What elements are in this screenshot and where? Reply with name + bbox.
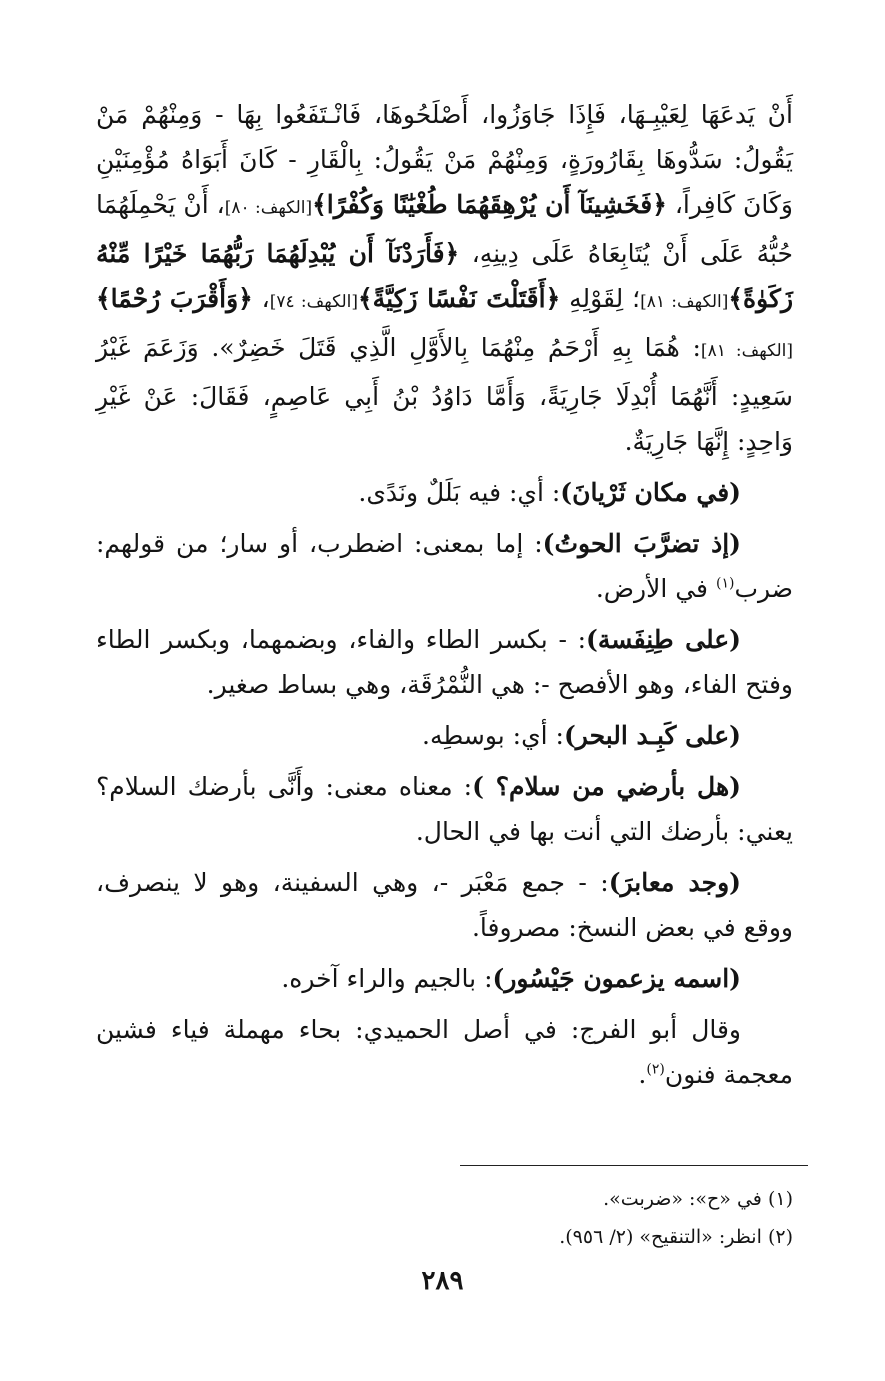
paragraph-khidr-story xyxy=(96,92,793,464)
verse-reference: [الكهف: ٨١] xyxy=(640,292,729,312)
gloss-entry xyxy=(96,617,793,707)
footnotes xyxy=(96,1180,793,1256)
verse-reference: [الكهف: ٧٤] xyxy=(269,292,359,312)
verse-reference: [الكهف: ٨٠] xyxy=(224,198,313,218)
gloss-term: (اسمه يزعمون جَيْسُور) xyxy=(492,964,741,993)
gloss-entry xyxy=(96,956,793,1001)
footnote-text: في «ح»: «ضربت». xyxy=(603,1188,762,1210)
gloss-text: : معناه معنى: وأَنَّى بأرضك السلام؟ يعني: بأرضك التي أنت بها في الحال. xyxy=(96,772,793,846)
gloss-entry xyxy=(96,860,793,950)
gloss-term: (في مكان ثَرْيانَ) xyxy=(560,478,741,507)
gloss-text: : إما بمعنى: اضطرب، أو سار؛ من قولهم: ضرب xyxy=(96,529,793,603)
gloss-text: في الأرض. xyxy=(595,574,716,603)
gloss-entry xyxy=(96,521,793,611)
gloss-entry xyxy=(96,713,793,758)
footnote-number: (٢) xyxy=(767,1226,793,1248)
gloss-entry xyxy=(96,470,793,515)
gloss-text: : أي: فيه بَلَلٌ ونَدًى. xyxy=(358,478,561,507)
text-run: أَنْ يَدعَهَا لِعَيْبِـهَا، فَإِذَا جَاوَزُوا، أَصْلَحُوهَا، فَانْـتَفَعُوا بِهَا - وَمِنْهُمْ مَنْ يَقُولُ: سَدُّوهَا بِقَارُورَةٍ، وَمِنْهُمْ مَنْ يَقُولُ: بِالْقَارِ - كَانَ أَبَوَاهُ مُؤْمِنَيْنِ وَكَانَ كَافِراً، xyxy=(96,100,793,219)
gloss-text: . xyxy=(638,1060,647,1089)
text-run: ؛ لِقَوْلِهِ xyxy=(560,284,641,313)
gloss-entry xyxy=(96,764,793,854)
gloss-text: : - جمع مَعْبَر -، وهي السفينة، وهو لا ينصرف، ووقع في بعض النسخ: مصروفاً. xyxy=(96,868,793,942)
footnote xyxy=(96,1218,793,1256)
gloss-term: (على طِنِفَسة) xyxy=(586,625,741,654)
gloss-text: : أي: بوسطِه. xyxy=(422,721,564,750)
gloss-term: (إذ تضرَّبَ الحوتُ) xyxy=(542,529,741,558)
footnote-marker: (٢) xyxy=(646,1061,665,1078)
footnote-marker: (١) xyxy=(715,575,735,592)
gloss-text: : بالجيم والراء آخره. xyxy=(281,964,493,993)
main-text xyxy=(96,92,793,1097)
text-run: : هُمَا بِهِ أَرْحَمُ مِنْهُمَا بِالأَوَّلِ الَّذِي قَتَلَ خَضِرٌ». وَزَعَمَ غَيْرُ سَعِيدٍ: أَنَّهُمَا أُبْدِلَا جَارِيَةً، وَأَمَّا دَاوُدُ بْنُ أَبِي عَاصِمٍ، فَقَالَ: عَنْ غَيْرِ وَاحِدٍ: إِنَّهَا جَارِيَةٌ. xyxy=(96,333,793,456)
page-number: ٢٨٩ xyxy=(421,1266,464,1296)
gloss-term: (على كَبِـد البحر) xyxy=(563,721,741,750)
gloss-text: : - بكسر الطاء والفاء، وبضمهما، وبكسر الطاء وفتح الفاء، وهو الأفصح -: هي النُّمْرُقَة، وهي بساط صغير. xyxy=(96,625,793,699)
gloss-term: (وجد معابرَ) xyxy=(608,868,741,897)
gloss-entry xyxy=(96,1007,793,1097)
footnote-divider xyxy=(460,1165,808,1166)
quran-verse: ﴿أَقَتَلْتَ نَفْسًا زَكِيَّةً﴾ xyxy=(358,284,561,313)
quran-verse: ﴿فَأَرَدْنَآ أَن يُبْدِلَهُمَا رَبُّهُمَا خَيْرًا مِّنْهُ زَكَوٰةً﴾ xyxy=(96,239,794,313)
footnote-number: (١) xyxy=(767,1188,793,1210)
footnote-text: انظر: «التنقيح» (٢/ ٩٥٦). xyxy=(559,1226,762,1248)
text-run: ، xyxy=(252,284,270,313)
text-run: ، أَنْ يَحْمِلَهُمَا حُبُّهُ عَلَى أَنْ يُتَابِعَاهُ عَلَى دِينِهِ، xyxy=(96,190,793,268)
quran-verse: ﴿وَأَقْرَبَ رُحْمًا﴾ xyxy=(96,284,253,313)
gloss-term: (هل بأرضي من سلام؟ ) xyxy=(472,772,741,801)
quran-verse: ﴿فَخَشِينَآ أَن يُرْهِقَهُمَا طُغْيَٰنًا وَكُفْرًا﴾ xyxy=(312,190,667,219)
footnote xyxy=(96,1180,793,1218)
verse-reference: [الكهف: ٨١] xyxy=(700,341,793,361)
gloss-text: وقال أبو الفرج: في أصل الحميدي: بحاء مهملة فياء فشين معجمة فنون xyxy=(96,1015,793,1089)
